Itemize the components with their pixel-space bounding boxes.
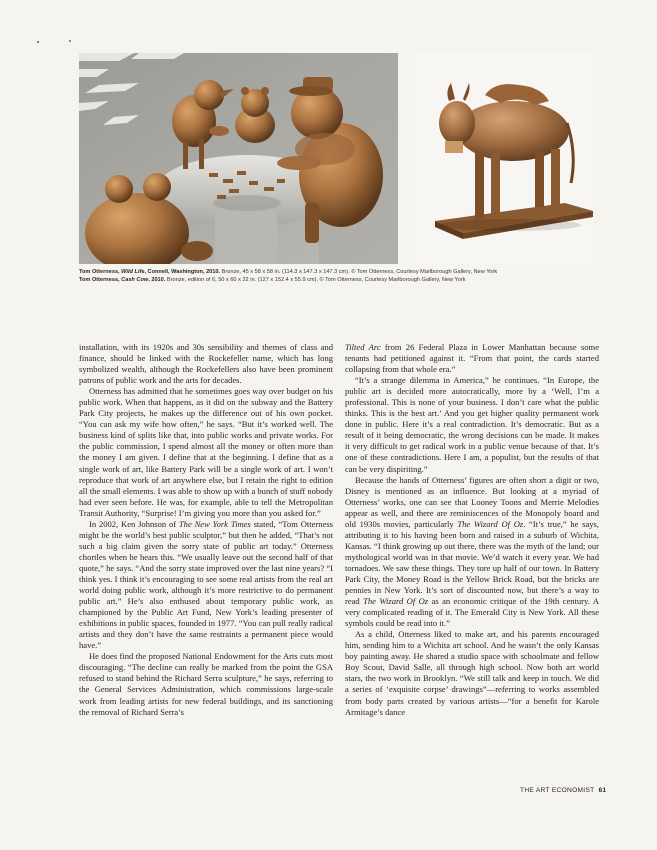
page-footer (520, 787, 607, 794)
cash-cow-sculpture-image (415, 53, 593, 264)
article-paragraph (79, 519, 333, 652)
paragraph-text: “It’s a strange dilemma in America,” he continues. “In Europe, the public art is decided more autocratically, more by a ‘Well, I’m a professional. This is none of your business. I don’t care what the public thinks. This is the best art.’ And you get higher quality permanent work done in public. Here it’s a real contradiction. It’s democratic. But as a result of it being democratic, the wrong decisions can be made. It makes it very difficult to get radical work in a public venue because of that. It’s one of these contradictions. Here I am, a populist, but the results of that can be very dispiriting.” (345, 375, 599, 474)
caption-title: Cash Cow (121, 277, 149, 284)
article-paragraph (345, 475, 599, 630)
article-paragraph (345, 342, 599, 375)
print-mark (37, 41, 39, 43)
article-column-left (79, 342, 333, 718)
caption-artist: Tom Otterness, (79, 277, 122, 284)
paragraph-text: In 2002, Ken Johnson of (89, 518, 179, 529)
caption-details: Bronze, edition of 6, 50 x 60 x 22 in. (127 x 152.4 x 55.9 cm). © Tom Otterness, Courtesy Marlborough Gallery, New York (165, 277, 466, 284)
italic-title: Tilted Arc (345, 342, 381, 352)
paragraph-text: As a child, Otterness liked to make art, and his parents encouraged him, sending him to a Wichita art school. And he wasn’t the only Kansas boy painting away. He shared a studio space with schoolmate and fellow Boy Scout, David Salle, all through high school. Now both art world stars, the two work in Brooklyn. “We still talk and keep in touch. We did a series of ‘exquisite corpse’ drawings”—referring to works assembled from body parts created by various artists—“for a benefit for Karole Armitage’s dance (345, 629, 599, 717)
paragraph-text: installation, with its 1920s and 30s sensibility and themes of class and finance, should be linked with the Rockefeller name, which has long symbolized wealth, although the Rockefellers also have been prominent patrons of public work and the arts for decades. (79, 342, 333, 386)
paragraph-text: as an economic critique of the 19th century. A very complicated reading of it. The Emerald City is New York. All these symbols could be read into it.” (345, 596, 599, 629)
article-paragraph (345, 375, 599, 474)
caption-details: Bronze, 45 x 58 x 58 in. (114.3 x 147.3 x 147.3 cm). © Tom Otterness, Courtesy Marlborough Gallery, New York (220, 269, 498, 275)
cash-cow-photo (415, 53, 593, 264)
italic-title: The Wizard Of Oz (457, 518, 524, 529)
article-paragraph (345, 629, 599, 717)
wild-life-photo (79, 53, 398, 264)
article-column-right (345, 342, 599, 718)
print-mark (69, 40, 71, 42)
paragraph-text: Because the hands of Otterness’ figures are often short a digit or two, Disney is mentioned as an influence. But looking at a myriad of Otterness’ works, one can see that Looney Toons and Merrie Melodies appear as well, and there are reminiscences of the Monopoly board and old 1930s movies, particularly (345, 474, 599, 529)
paragraph-text: stated, “Tom Otterness might be the world’s best public sculptor,” but then he added, “That’s not such a big claim given the sorry state of public art today.” Otterness chortles when he hears this. “We usually leave out the second half of that quote,” he says. “And the sorry state improved over the last nine years? “I think yes. I think it’s encouraging to see some real artists from the real art world doing public work, although it’s more restrictive to do permanent public art.” He’s also enthused about temporary public work, as championed by the Public Art Fund, New York’s leading presenter of exhibitions in public spaces, founded in 1977. “You can pull really radical artists and they don’t have the same restraints a permanent piece would have.” (79, 518, 333, 651)
caption-title: Wild Life (121, 269, 145, 275)
italic-title: The Wizard Of Oz (363, 596, 429, 607)
italic-title: The New York Times (178, 518, 251, 529)
publication-name: THE ART ECONOMIST (520, 787, 595, 794)
caption-wild-life (79, 268, 599, 276)
caption-place-date: , Connell, Washington, 2010. (144, 269, 221, 275)
article-paragraph (79, 386, 333, 519)
article-paragraph (79, 651, 333, 717)
paragraph-text: He does find the proposed National Endowment for the Arts cuts most discouraging. “The decline can really be marked from the point the GSA refused to stand behind the Richard Serra sculpture,” he says, referring to the General Services Administration, which commissions large-scale work from leading artists for new federal buildings, and its sanctioning the removal of Richard Serra’s (79, 651, 333, 717)
article-paragraph (79, 342, 333, 386)
caption-place-date: , 2010. (148, 277, 166, 284)
page-number: 61 (598, 787, 607, 794)
caption-cash-cow (79, 276, 599, 284)
wild-life-sculpture-image (79, 53, 398, 264)
paragraph-text: Otterness has admitted that he sometimes goes way over budget on his public work. When that happens, as it did on the subway and the Battery Park City projects, he makes up the difference out of his own pocket. “You can ask my wife how often,” he says. “But it’s worked well. The business kind of splits like that, into public works and private works. For the public commission, I spend almost all the money or often more than the money I am given. I define that at the beginning. I define that as a single work of art, like Battery Park will be a single work of art. I won’t reproduce that work of art anywhere else, but I retain the right to edition all the small elements. I was able to show up with a bunch of stuff nobody had ever seen before. He was, for example, able to tell the Metropolitan Transit Authority, “Surprise! I’m giving you more than you asked for.” (79, 386, 333, 518)
photo-captions (79, 268, 599, 284)
paragraph-text: . “It’s true,” he says, attributing it to his having been born and raised in a suburb of Wichita, Kansas. “I think growing up out there, there was the myth of the land; our mythological world was in that movie. We’d watch it every year. We had tornadoes. We saw these things. They tore up half of our town. In Battery Park City, the Money Road is the Yellow Brick Road, but the bricks are pennies in New York. It’s sort of discounted now, but there’s a way to read (345, 518, 599, 607)
caption-artist: Tom Otterness, (79, 269, 122, 275)
paragraph-text: from 26 Federal Plaza in Lower Manhattan because some tenants had petitioned against it. “From that point, the cards started collapsing from that whole era.” (345, 342, 599, 375)
